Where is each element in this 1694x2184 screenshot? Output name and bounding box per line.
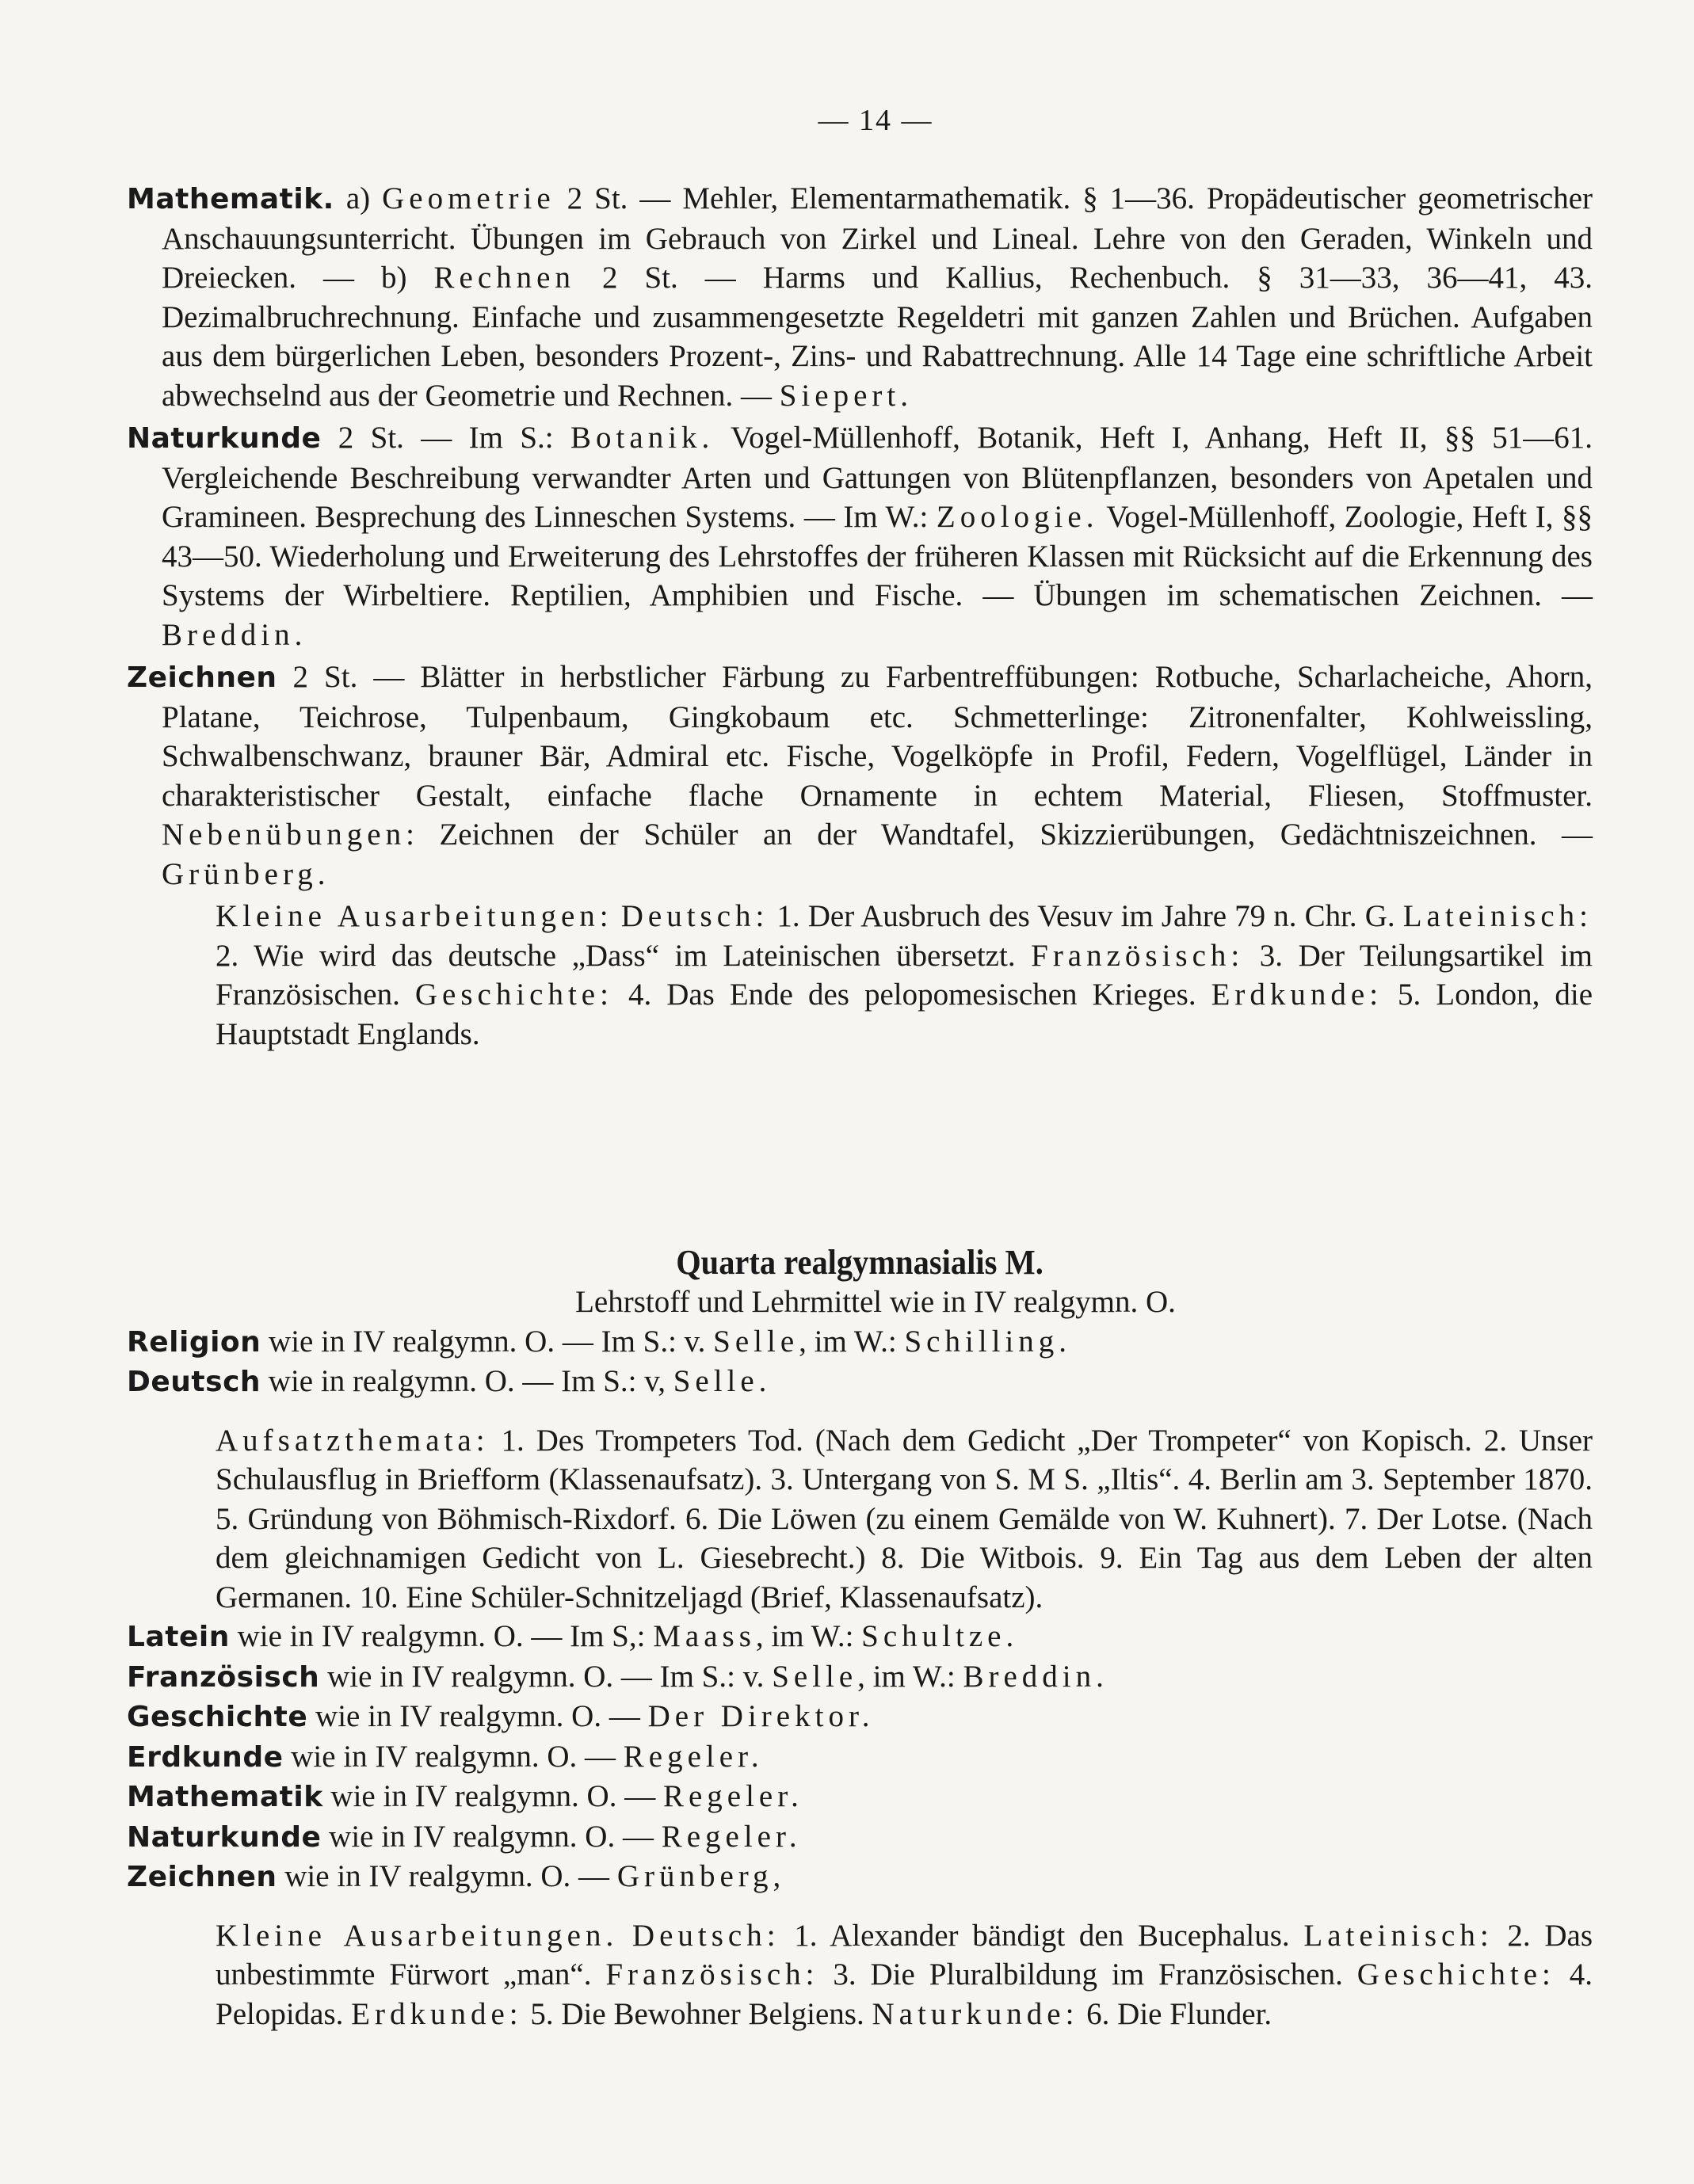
line-latein: Latein wie in IV realgymn. O. — Im S,: Maass, im W.: Schultze.	[127, 1619, 1019, 1653]
subject-heading-zeichnen-quarta: Zeichnen	[127, 1861, 277, 1893]
page-number: — 14 —	[818, 104, 933, 137]
line-religion: Religion wie in IV realgymn. O. — Im S.: v. Selle, im W.: Schilling.	[127, 1324, 1072, 1359]
paragraph-naturkunde: Naturkunde 2 St. — Im S.: Botanik. Vogel-Müllenhoff, Botanik, Heft I, Anhang, Heft II, §§ 51—61. Vergleichende Beschreibung verwandter Arten und Gattungen von Blütenpflanzen, besonders von Apetalen und Gramineen. Besprechung des Linneschen Systems. — Im W.: Zoologie. Vogel-Müllenhoff, Zoologie, Heft I, §§ 43—50. Wiederholung und Erweiterung des Lehrstoffes der früheren Klassen mit Rücksicht auf die Erkennung des Systems der Wirbeltiere. Reptilien, Amphibien und Fische. — Übungen im schematischen Zeichnen. — Breddin.	[127, 421, 1593, 652]
paragraph-mathematik: Mathematik. a) Geometrie 2 St. — Mehler, Elementarmathematik. § 1—36. Propädeutischer geometrischer Anschauungsunterricht. Übungen im Gebrauch von Zirkel und Lineal. Lehre von den Geraden, Winkeln und Dreiecken. — b) Rechnen 2 St. — Harms und Kallius, Rechenbuch. § 31—33, 36—41, 43. Dezimalbruchrechnung. Einfache und zusammengesetzte Regeldetri mit ganzen Zahlen und Brüchen. Aufgaben aus dem bürgerlichen Leben, besonders Prozent-, Zins- und Rabattrechnung. Alle 14 Tage eine schriftliche Arbeit abwechselnd aus der Geometrie und Rechnen. — Siepert.	[127, 181, 1593, 413]
subject-heading-mathematik-quarta: Mathematik	[127, 1781, 323, 1813]
document-page	[127, 103, 1593, 2033]
spaced-zoologie: Zoologie.	[936, 500, 1099, 534]
line-erdkunde: Erdkunde wie in IV realgymn. O. — Regeler.	[127, 1739, 764, 1774]
line-franzoesisch: Französisch wie in IV realgymn. O. — Im S.: v. Selle, im W.: Breddin.	[127, 1659, 1108, 1694]
subject-heading-religion: Religion	[127, 1325, 261, 1359]
spaced-nebenuebungen: Nebenübungen	[162, 818, 406, 852]
paragraph-kleine-ausarbeitungen-quarta: Kleine Ausarbeitungen. Deutsch: 1. Alexander bändigt den Bucephalus. Lateinisch: 2. Das unbestimmte Fürwort „man“. Französisch: 3. Die Pluralbildung im Französischen. Geschichte: 4. Pelopidas. Erdkunde: 5. Die Bewohner Belgiens. Naturkunde: 6. Die Flunder.	[216, 1918, 1593, 2031]
paragraph-kleine-ausarbeitungen: Kleine Ausarbeitungen: Deutsch: 1. Der Ausbruch des Vesuv im Jahre 79 n. Chr. G. Lateinisch: 2. Wie wird das deutsche „Dass“ im Lateinischen übersetzt. Französisch: 3. Der Teilungsartikel im Französischen. Geschichte: 4. Das Ende des pelopomesischen Krieges. Erdkunde: 5. London, die Hauptstadt Englands.	[216, 899, 1593, 1051]
subject-heading-mathematik: Mathematik.	[127, 183, 334, 215]
paragraph-zeichnen: Zeichnen 2 St. — Blätter in herbstlicher Färbung zu Farbentreffübungen: Rotbuche, Scharlacheiche, Ahorn, Platane, Teichrose, Tulpenbaum, Gingkobaum etc. Schmetterlinge: Zitronenfalter, Kohlweissling, Schwalbenschwanz, brauner Bär, Admiral etc. Fische, Vogelköpfe in Profil, Federn, Vogelflügel, Länder in charakteristischer Gestalt, einfache flache Ornamente in echtem Material, Fliesen, Stoffmuster. Nebenübungen: Zeichnen der Schüler an der Wandtafel, Skizzierübungen, Gedächtniszeichnen. — Grünberg.	[127, 660, 1593, 891]
line-deutsch: Deutsch wie in realgymn. O. — Im S.: v, Selle.	[127, 1364, 772, 1398]
line-geschichte: Geschichte wie in IV realgymn. O. — Der Direktor.	[127, 1699, 875, 1733]
spaced-rechnen: Rechnen	[433, 261, 575, 295]
teacher-name: Siepert.	[779, 378, 913, 413]
subject-heading-zeichnen: Zeichnen	[127, 661, 277, 694]
spaced-botanik: Botanik.	[570, 421, 715, 455]
subject-heading-erdkunde: Erdkunde	[127, 1740, 284, 1774]
subject-heading-deutsch: Deutsch	[127, 1366, 261, 1398]
section-subtitle: Lehrstoff und Lehrmittel wie in IV realgymn. O.	[575, 1285, 1176, 1319]
subject-heading-geschichte: Geschichte	[127, 1701, 308, 1733]
subject-heading-naturkunde-quarta: Naturkunde	[127, 1820, 322, 1854]
paragraph-aufsatzthemata: Aufsatzthemata: 1. Des Trompeters Tod. (Nach dem Gedicht „Der Trompeter“ von Kopisch. 2. Unser Schulausflug in Briefform (Klassenaufsatz). 3. Untergang von S. M S. „Iltis“. 4. Berlin am 3. September 1870. 5. Gründung von Böhmisch-Rixdorf. 6. Die Löwen (zu einem Gemälde von W. Kuhnert). 7. Der Lotse. (Nach dem gleichnamigen Gedicht von L. Giesebrecht.) 8. Die Witbois. 9. Ein Tag aus dem Leben der alten Germanen. 10. Eine Schüler-Schnitzeljagd (Brief, Klassenaufsatz).	[216, 1423, 1593, 1614]
line-mathematik: Mathematik wie in IV realgymn. O. — Regeler.	[127, 1779, 803, 1813]
line-zeichnen: Zeichnen wie in IV realgymn. O. — Grünberg,	[127, 1859, 786, 1893]
spaced-geometrie: Geometrie	[382, 181, 555, 215]
teacher-name: Grünberg.	[162, 856, 330, 891]
teacher-name: Breddin.	[162, 617, 307, 652]
subject-heading-naturkunde: Naturkunde	[127, 422, 322, 455]
subject-heading-latein: Latein	[127, 1621, 230, 1653]
line-naturkunde: Naturkunde wie in IV realgymn. O. — Regeler.	[127, 1819, 802, 1854]
section-title: Quarta realgymnasialis M.	[676, 1243, 1043, 1282]
subject-heading-franzoesisch: Französisch	[127, 1660, 320, 1694]
